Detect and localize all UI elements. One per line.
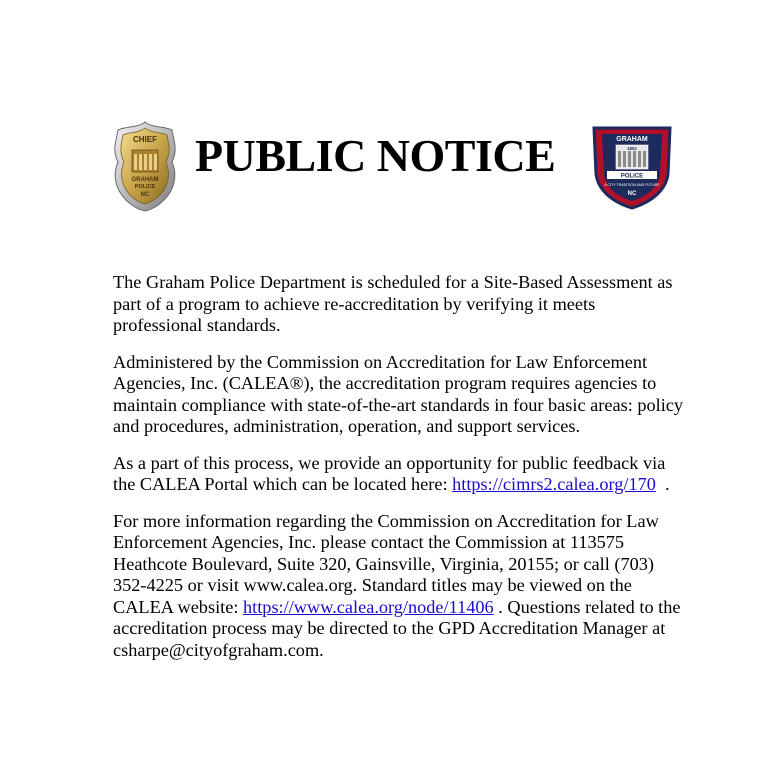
police-chief-badge-logo [112,120,178,212]
svg-text:NC: NC [627,191,637,197]
svg-text:CHIEF: CHIEF [133,135,157,144]
notice-body [113,272,688,676]
paragraph-assessment: The Graham Police Department is scheduled for a Site-Based Assessment as part of a program to achieve re-accreditation by verifying it meets professional standards. [113,272,673,335]
page-title: PUBLIC NOTICE [195,130,556,181]
paragraph-feedback [113,453,688,496]
calea-standards-link[interactable]: https://www.calea.org/node/11406 [243,596,494,617]
svg-text:GRAHAM: GRAHAM [616,136,648,143]
calea-portal-link[interactable]: https://cimrs2.calea.org/170 [452,474,656,494]
feedback-after: . [655,474,670,494]
svg-text:POLICE: POLICE [620,173,644,180]
feedback-text: As a part of this process, we provide an opportunity for public feedback via the CALEA Portal which can be located here: [113,452,666,494]
svg-text:POLICE: POLICE [134,184,156,190]
svg-text:1851: 1851 [626,146,638,151]
graham-police-patch-logo [590,124,674,210]
paragraph-contact [113,511,688,662]
svg-text:GRAHAM: GRAHAM [131,177,159,183]
svg-text:NC: NC [140,192,150,198]
paragraph-calea: Administered by the Commission on Accreditation for Law Enforcement Agencies, Inc. (CALEA®), the accreditation program requires agencies to maintain compliance with state-of-the-art standards in four basic areas: policy and procedures, administration, operation, and support services. [113,351,684,436]
contact-after: . Questions related to the accreditation process may be directed to the GPD Accreditation Manager at csharpe@cityofgraham.com. [113,596,681,660]
contact-text: For more information regarding the Commission on Accreditation for Law Enforcement Agencies, Inc. please contact the Commission at 113575 Heathcote Boulevard, Suite 320, Gainsville, Virginia, 20155; or call (703) 352-4225 or visit www.calea.org. Standard titles may be viewed on the CALEA website: [113,510,659,617]
svg-text:A CITY TRADITION AND FUTURE: A CITY TRADITION AND FUTURE [604,183,660,187]
